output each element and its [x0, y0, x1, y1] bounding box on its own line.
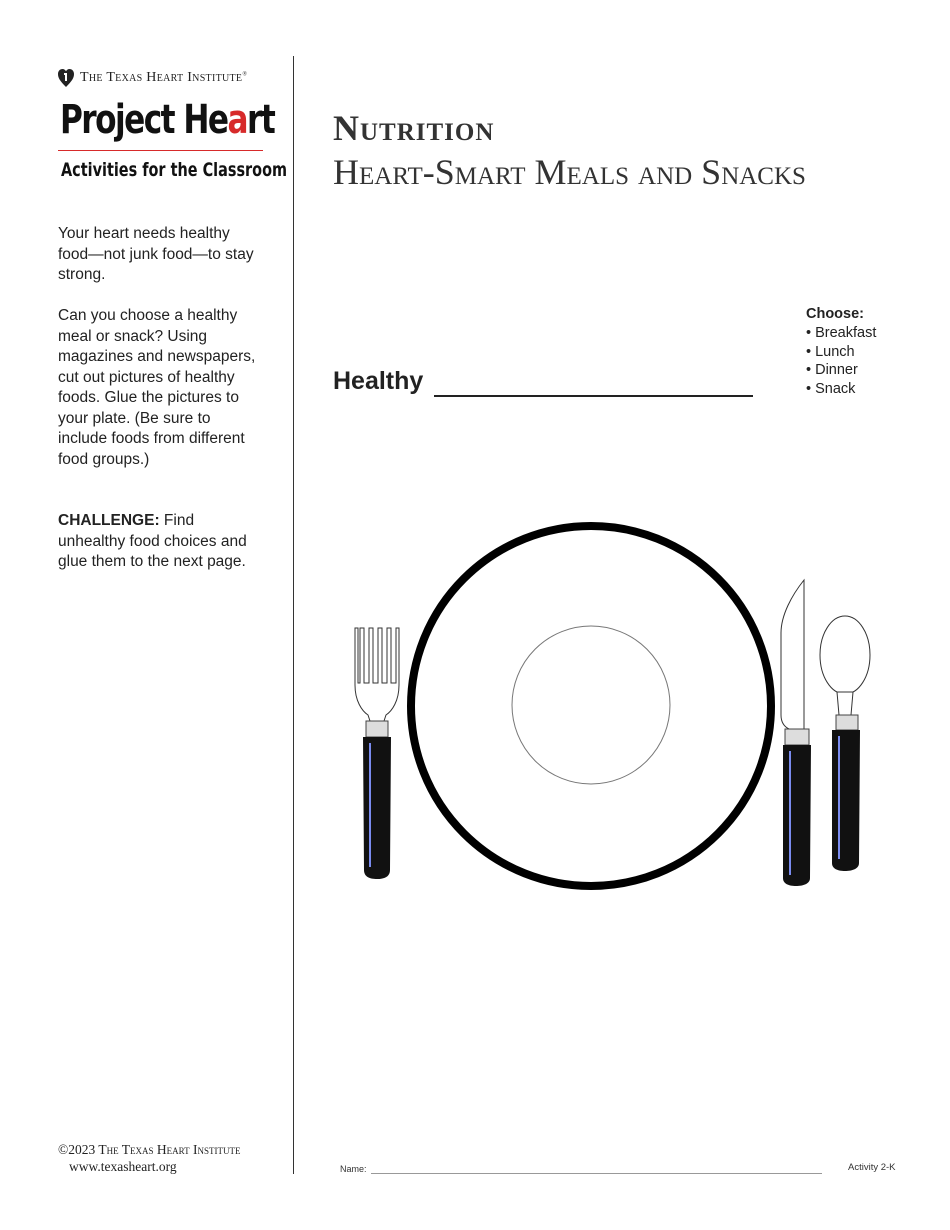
- heart-logo-icon: [57, 68, 75, 88]
- challenge-text: CHALLENGE: Find unhealthy food choices and glue them to the next page.: [58, 512, 247, 570]
- copyright: ©2023 The Texas Heart Institute: [58, 1142, 241, 1157]
- activity-number: Activity 2-K: [848, 1162, 896, 1173]
- spoon-icon: [820, 616, 870, 871]
- choice-lunch: • Lunch: [806, 343, 855, 360]
- plate-icon: [411, 526, 771, 886]
- choice-snack: • Snack: [806, 381, 856, 398]
- instructions-text: Can you choose a healthy meal or snack? Using magazines and newspapers, cut out pictures of healthy foods. Glue the pictures to your plate. (Be sure to include foods from different food groups.): [58, 307, 256, 468]
- healthy-label: Healthy: [333, 367, 424, 395]
- heart-letter: a: [227, 97, 247, 143]
- column-divider: [293, 56, 294, 1174]
- name-label: Name:: [340, 1164, 367, 1174]
- knife-icon: [781, 580, 811, 886]
- choose-title: Choose:: [806, 306, 864, 322]
- project-heart-logo: Project Heart: [60, 97, 275, 143]
- title-rule: [58, 150, 263, 151]
- challenge-label: CHALLENGE:: [58, 512, 160, 529]
- page-subtitle: Heart-Smart Meals and Snacks: [333, 152, 806, 192]
- choice-dinner: • Dinner: [806, 362, 858, 379]
- fork-icon: [355, 628, 399, 879]
- website-link[interactable]: www.texasheart.org: [69, 1159, 177, 1174]
- page-title: Nutrition: [333, 108, 495, 148]
- institute-name: The Texas Heart Institute®: [80, 70, 248, 85]
- institute-header: [57, 68, 247, 88]
- choice-breakfast: • Breakfast: [806, 324, 877, 341]
- project-subtitle: Activities for the Classroom: [61, 159, 288, 181]
- intro-text: Your heart needs healthy food—not junk food—to stay strong.: [58, 225, 254, 283]
- meal-choice-list: [806, 305, 876, 399]
- place-setting-illustration: [340, 515, 900, 900]
- healthy-meal-field[interactable]: [434, 395, 753, 397]
- name-field[interactable]: [371, 1173, 822, 1174]
